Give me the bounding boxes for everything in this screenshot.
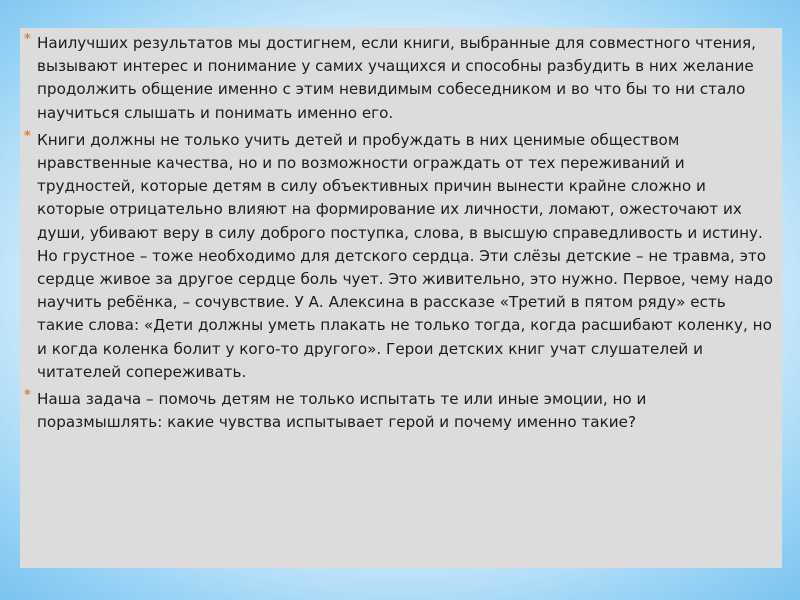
bullet-item — [20, 32, 776, 125]
paragraph-text: Книги должны не только учить детей и пробуждать в них ценимые обществом нравственные качества, но и по возможности ограждать от тех переживаний и трудностей, которые детям в силу объективных причин вынести крайне сложно и которые отрицательно влияют на формирование их личности, ломают, ожесточают их души, убивают веру в силу доброго поступка, слова, в высшую справедливость и истину. Но грустное – тоже необходимо для детского сердца. Эти слёзы детские – не травма, это сердце живое за другое сердце боль чует. Это живительно, это нужно. Первое, чему надо научить ребёнка, – сочувствие. У А. Алексина в рассказе «Третий в пятом ряду» есть такие слова: «Дети должны уметь плакать не только тогда, когда расшибают коленку, но и когда коленка болит у кого-то другого». Герои детских книг учат слушателей и читателей сопереживать. — [37, 130, 774, 381]
bullet-list — [20, 32, 782, 434]
paragraph-text: Наилучших результатов мы достигнем, если книги, выбранные для совместного чтения, вызывают интерес и понимание у самих учащихся и способны разбудить в них желание продолжить общение именно с этим невидимым собеседником и во что бы то ни стало научиться слышать и понимать именно его. — [37, 34, 756, 122]
asterisk-bullet-icon: * — [24, 32, 31, 47]
slide-text-panel — [20, 28, 782, 568]
bullet-item — [20, 129, 776, 384]
paragraph-text: Наша задача – помочь детям не только испытать те или иные эмоции, но и поразмышлять: какие чувства испытывает герой и почему именно такие? — [37, 390, 647, 432]
asterisk-bullet-icon: * — [24, 128, 31, 144]
bullet-item — [20, 388, 776, 434]
asterisk-bullet-icon: * — [24, 388, 31, 404]
